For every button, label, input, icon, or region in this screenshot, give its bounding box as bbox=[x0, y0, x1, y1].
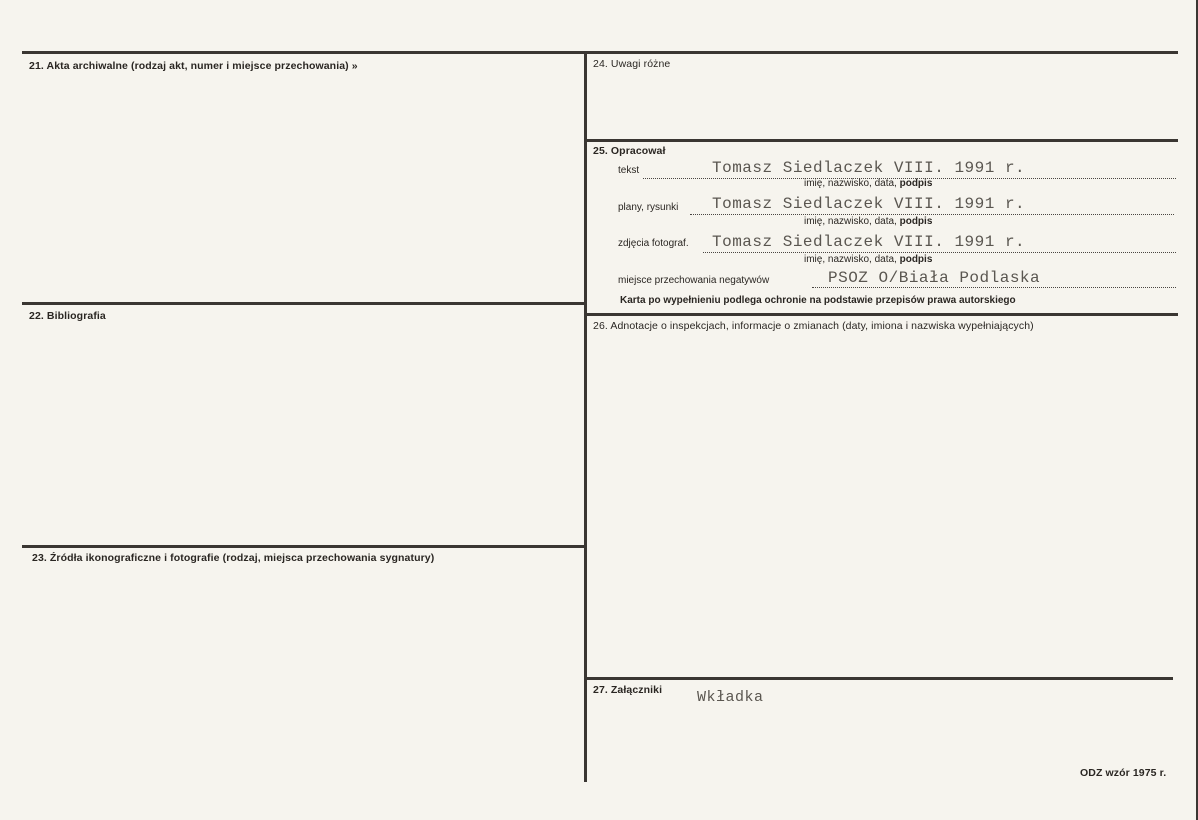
section-23-label: 23. Źródła ikonograficzne i fotografie (rodzaj, miejsca przechowania sygnatury) bbox=[32, 552, 435, 564]
opracowal-photos-value: Tomasz Siedlaczek VIII. 1991 r. bbox=[712, 233, 1026, 251]
opracowal-plans-line bbox=[690, 214, 1174, 215]
opracowal-photos-line bbox=[703, 252, 1176, 253]
opracowal-plans-caption: imię, nazwisko, data, podpis bbox=[804, 216, 933, 227]
zalaczniki-value: Wkładka bbox=[697, 689, 764, 706]
section-27-label: 27. Załączniki bbox=[593, 684, 663, 696]
copyright-note: Karta po wypełnieniu podlega ochronie na podstawie przepisów prawa autorskiego bbox=[620, 295, 1016, 306]
section-22-label: 22. Bibliografia bbox=[29, 310, 106, 322]
rule-27-top bbox=[587, 677, 1173, 680]
section-25-label: 25. Opracował bbox=[593, 145, 666, 157]
section-24-label: 24. Uwagi różne bbox=[593, 58, 671, 70]
section-21-label: 21. Akta archiwalne (rodzaj akt, numer i miejsce przechowania) » bbox=[29, 60, 358, 72]
rule-26-top bbox=[587, 313, 1178, 316]
section-26-label: 26. Adnotacje o inspekcjach, informacje o zmianach (daty, imiona i nazwiska wypełniających) bbox=[593, 320, 1034, 332]
rule-25-top bbox=[587, 139, 1178, 142]
negatives-line bbox=[812, 287, 1176, 288]
opracowal-photos-caption: imię, nazwisko, data, podpis bbox=[804, 254, 933, 265]
opracowal-plans-label: plany, rysunki bbox=[618, 202, 679, 213]
opracowal-plans-value: Tomasz Siedlaczek VIII. 1991 r. bbox=[712, 195, 1026, 213]
opracowal-text-value: Tomasz Siedlaczek VIII. 1991 r. bbox=[712, 159, 1026, 177]
form-template-footer: ODZ wzór 1975 r. bbox=[1080, 767, 1167, 779]
rule-top bbox=[22, 51, 1178, 54]
negatives-label: miejsce przechowania negatywów bbox=[618, 275, 770, 286]
rule-23-top bbox=[22, 545, 585, 548]
opracowal-photos-label: zdjęcia fotograf. bbox=[618, 238, 689, 249]
rule-center-vertical bbox=[584, 51, 587, 782]
rule-22-top bbox=[22, 302, 585, 305]
opracowal-text-label: tekst bbox=[618, 165, 640, 176]
negatives-value: PSOZ O/Biała Podlaska bbox=[828, 269, 1041, 287]
opracowal-text-caption: imię, nazwisko, data, podpis bbox=[804, 178, 933, 189]
